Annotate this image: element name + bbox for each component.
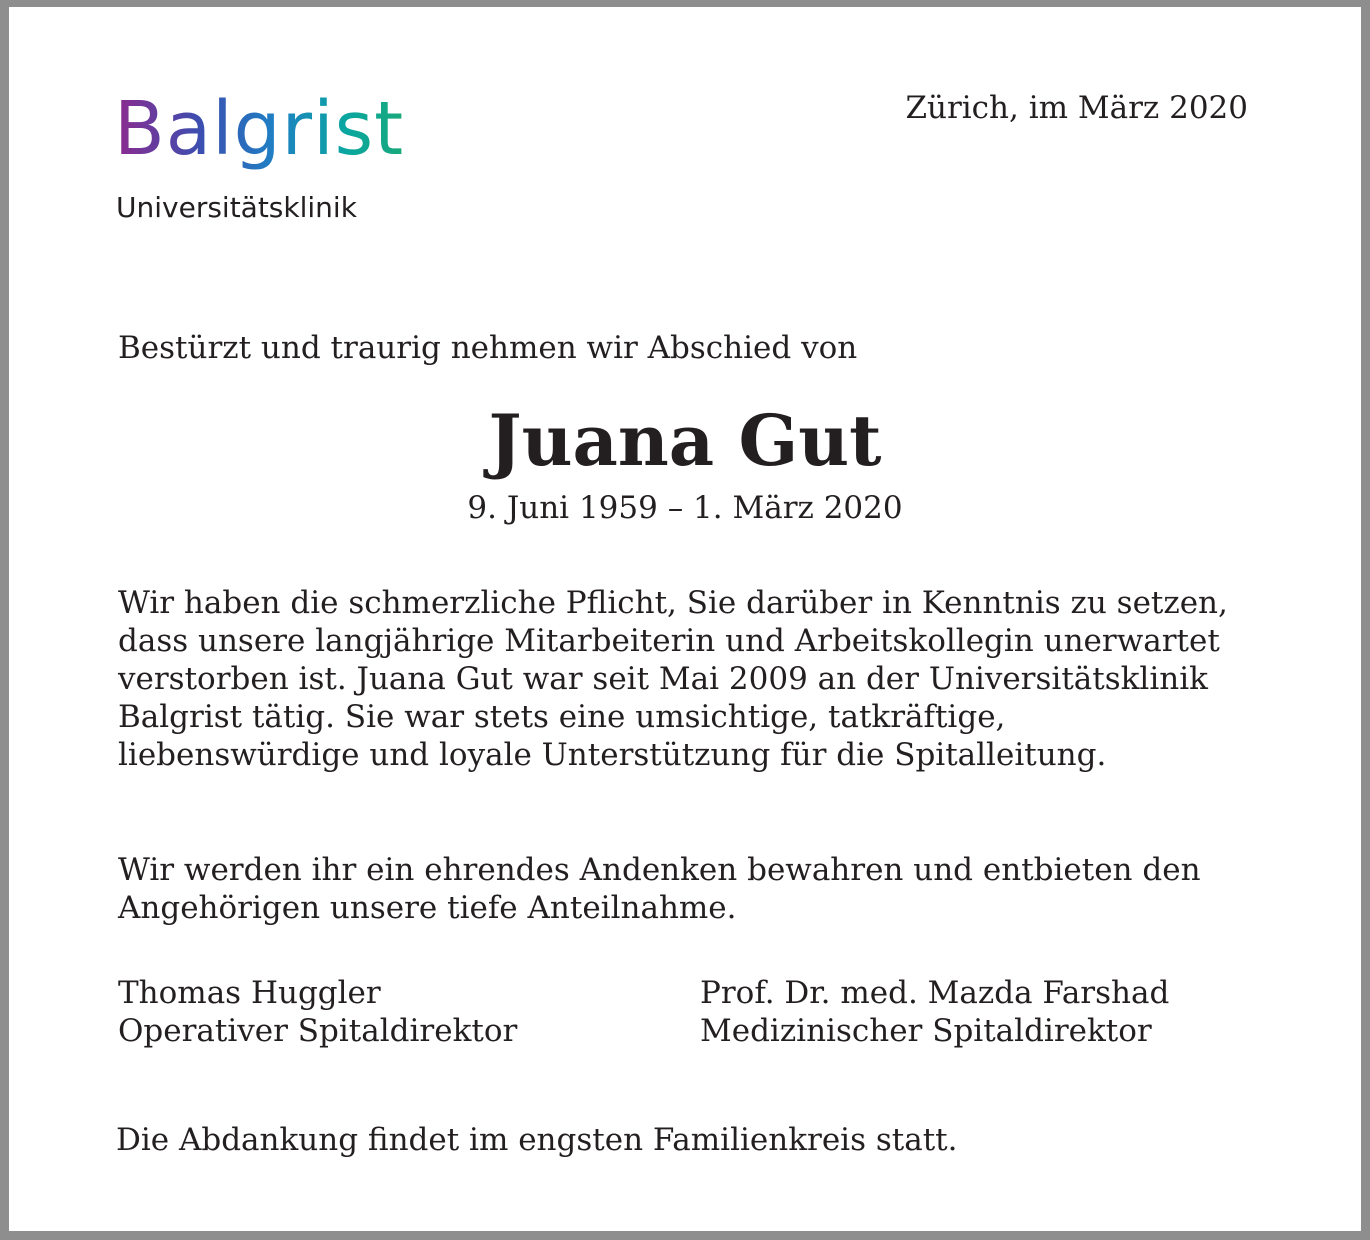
paragraph-main: Wir haben die schmerzliche Pflicht, Sie darüber in Kenntnis zu setzen, dass unsere langjährige Mitarbeiterin und Arbeitskollegin unerwartet verstorben ist. Juana Gut war seit Mai 2009 an der Universitätsklinik Balgrist tätig. Sie war stets eine umsichtige, tatkräftige, liebenswürdige und loyale Unterstützung für die Spitalleitung. <box>118 585 1228 773</box>
logo-wordmark-svg <box>114 84 434 180</box>
signatory-right <box>700 974 1169 1050</box>
closing-line: Die Abdankung findet im engsten Familienkreis statt. <box>116 1122 958 1158</box>
signatory-role: Operativer Spitaldirektor <box>118 1013 518 1049</box>
signatory-name: Prof. Dr. med. Mazda Farshad <box>700 975 1170 1011</box>
logo-text: Balgrist <box>114 86 405 172</box>
balgrist-logo <box>114 84 434 180</box>
signatory-role: Medizinischer Spitaldirektor <box>700 1013 1152 1049</box>
paragraph-condolence: Wir werden ihr ein ehrendes Andenken bewahren und entbieten den Angehörigen unsere tiefe Anteilnahme. <box>118 852 1201 926</box>
signatory-name: Thomas Huggler <box>118 975 381 1011</box>
deceased-name: Juana Gut <box>488 399 882 482</box>
logo-wordmark <box>114 84 434 180</box>
intro-line: Bestürzt und traurig nehmen wir Abschied von <box>118 330 858 366</box>
logo-subtitle: Universitätsklinik <box>116 191 357 224</box>
place-date: Zürich, im März 2020 <box>905 90 1248 126</box>
signatory-left <box>118 974 517 1050</box>
life-dates: 9. Juni 1959 – 1. März 2020 <box>467 490 903 526</box>
